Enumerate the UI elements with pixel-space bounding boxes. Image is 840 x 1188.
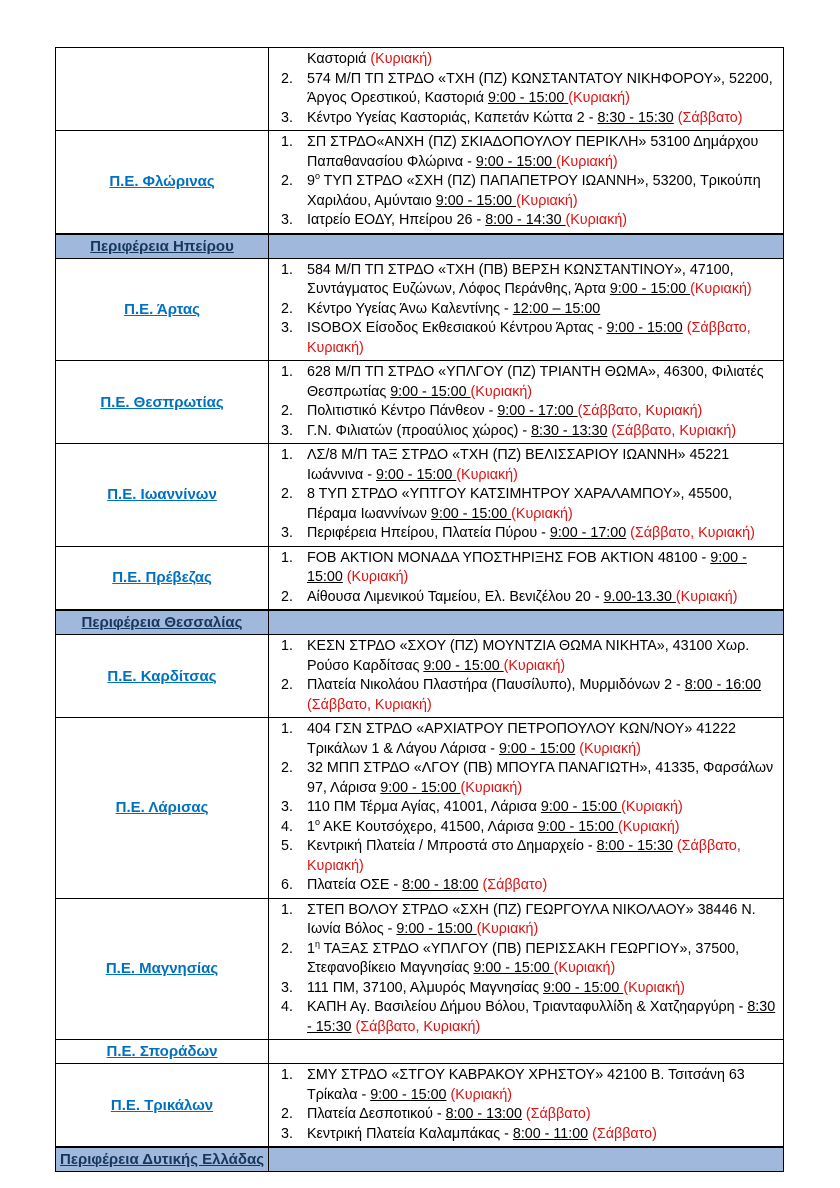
item-number: 1. <box>281 364 293 380</box>
region-row <box>56 1064 783 1147</box>
locations-cell <box>269 361 783 443</box>
location-text: Κέντρο Υγείας Άνω Καλεντίνης - <box>307 300 513 317</box>
location-item <box>281 637 777 676</box>
time-range: 9:00 - 15:00 <box>537 818 618 835</box>
region-header-label: Περιφέρεια Ηπείρου <box>90 237 234 255</box>
location-text: 628 Μ/Π ΤΠ ΣΤΡΔΟ «ΥΠΛΓΟΥ (ΠΖ) ΤΡΙΑΝΤΗ ΘΩΜΑ», 46300, Φιλιατές Θεσπρωτίας <box>307 364 764 400</box>
time-range: 9:00 - 15:00 <box>488 90 569 106</box>
location-item <box>281 759 777 798</box>
region-header-spacer-cell <box>269 1148 783 1171</box>
region-row <box>56 259 783 362</box>
location-text: 9 <box>307 173 315 189</box>
day-label: (Σάββατο, Κυριακή) <box>577 403 703 419</box>
location-item <box>281 261 777 300</box>
location-item <box>281 876 777 896</box>
region-row <box>56 899 783 1041</box>
day-label: (Κυριακή) <box>675 588 738 605</box>
item-number: 2. <box>281 588 293 605</box>
day-label: (Κυριακή) <box>623 979 685 996</box>
item-number: 3. <box>281 109 293 126</box>
location-text: ΚΑΠΗ Αγ. Βασιλείου Δήμου Βόλου, Τριανταφυλλίδη & Χατζηαργύρη - <box>307 999 748 1015</box>
time-range: 8:00 - 13:00 <box>445 1106 522 1122</box>
item-number: 3. <box>281 1125 293 1142</box>
item-number: 1. <box>281 901 293 918</box>
item-number: 1. <box>281 261 293 278</box>
time-range: 8:00 - 18:00 <box>402 877 479 893</box>
location-text: 1 <box>307 940 315 957</box>
location-text: ΛΣ/8 Μ/Π ΤΑΞ ΣΤΡΔΟ «ΤΧΗ (ΠΖ) ΒΕΛΙΣΣΑΡΙΟΥ ΙΩΑΝΝΗ» 45221 Ιωάννινα - <box>307 447 730 483</box>
time-range: 9:00 - 15:00 <box>423 657 504 674</box>
item-number: 2. <box>281 70 293 87</box>
item-text <box>307 901 777 940</box>
location-text: 1 <box>307 818 315 835</box>
day-label: (Κυριακή) <box>556 153 618 170</box>
item-number: 4. <box>281 818 293 835</box>
location-item <box>281 172 777 211</box>
location-item <box>281 70 777 109</box>
region-header-spacer-cell <box>269 611 783 634</box>
location-item <box>281 211 777 231</box>
locations-cell <box>269 547 783 610</box>
location-text: ΑΚΕ Κουτσόχερο, 41500, Λάρισα <box>319 818 538 835</box>
location-text: Γ.Ν. Φιλιατών (προαύλιος χώρος) - <box>307 422 532 439</box>
location-item <box>281 998 777 1037</box>
location-item <box>281 549 777 588</box>
time-range: 9:00 - 15:00 <box>370 1086 447 1103</box>
location-item <box>281 300 777 320</box>
day-label: (Κυριακή) <box>470 383 533 400</box>
region-label-cell <box>56 899 269 1040</box>
day-label: (Κυριακή) <box>553 960 616 976</box>
time-range: 12:00 – 15:00 <box>512 300 601 317</box>
day-label: (Κυριακή) <box>516 192 578 209</box>
day-label: (Κυριακή) <box>621 799 683 815</box>
location-item <box>281 363 777 402</box>
item-text <box>307 837 777 876</box>
item-number: 2. <box>281 940 293 957</box>
day-label: (Σάββατο) <box>525 1106 591 1122</box>
location-text: 8 ΤΥΠ ΣΤΡΔΟ «ΥΠΤΓΟΥ ΚΑΤΣΙΜΗΤΡΟΥ ΧΑΡΑΛΑΜΠΟΥ», 45500, Πέραμα Ιωαννίνων <box>307 486 733 522</box>
region-label: Π.Ε. Σποράδων <box>106 1043 218 1060</box>
location-text: 404 ΓΣΝ ΣΤΡΔΟ «ΑΡΧΙΑΤΡΟΥ ΠΕΤΡΟΠΟΥΛΟΥ ΚΩΝ/ΝΟΥ» 41222 Τρικάλων 1 & Λάγου Λάρισα - <box>307 721 736 757</box>
location-text: ISOBOX Είσοδος Εκθεσιακού Κέντρου Άρτας - <box>307 320 607 336</box>
location-text: 111 ΠΜ, 37100, Αλμυρός Μαγνησίας <box>307 979 544 996</box>
location-text: Καστοριά <box>307 51 371 67</box>
region-header-row <box>56 234 783 259</box>
item-number <box>281 50 307 70</box>
item-text <box>307 798 777 818</box>
location-text: ΚΕΣΝ ΣΤΡΔΟ «ΣΧΟΥ (ΠΖ) ΜΟΥΝΤΖΙΑ ΘΩΜΑ ΝΙΚΗΤΑ», 43100 Χωρ. Ρούσο Καρδίτσας <box>307 638 750 674</box>
region-label: Π.Ε. Τρικάλων <box>110 1096 214 1114</box>
time-range: 8:30 - 15:30 <box>597 109 674 126</box>
locations-cell <box>269 131 783 233</box>
item-number: 2. <box>281 677 293 693</box>
ordinal-superscript: ο <box>314 171 320 182</box>
region-label: Π.Ε. Πρέβεζας <box>112 569 212 587</box>
item-text <box>307 818 777 838</box>
item-text <box>307 524 777 544</box>
item-number: 3. <box>281 525 293 541</box>
vaccination-locations-table <box>55 47 784 1172</box>
ordinal-superscript: ο <box>314 816 320 827</box>
item-number: 4. <box>281 999 293 1015</box>
location-item <box>281 720 777 759</box>
locations-cell <box>269 259 783 361</box>
ordinal-superscript: η <box>314 938 320 949</box>
location-item <box>281 798 777 818</box>
time-range: 9:00 - 15:00 <box>396 921 477 937</box>
time-range: 9:00 - 15:00 <box>473 960 554 976</box>
region-row <box>56 718 783 899</box>
item-number: 2. <box>281 760 293 776</box>
time-range: 9:00 - 17:00 <box>497 403 578 419</box>
time-range: 8:00 - 14:30 <box>485 212 566 228</box>
region-label-cell <box>56 131 269 233</box>
time-range: 9:00 - 15:00 <box>498 740 576 757</box>
item-number: 5. <box>281 838 293 854</box>
locations-cell <box>269 635 783 717</box>
location-text: Κεντρική Πλατεία / Μπροστά στο Δημαρχείο - <box>307 838 597 854</box>
location-text: Πλατεία Δεσποτικού - <box>307 1106 446 1122</box>
item-text <box>307 422 777 442</box>
region-label: Π.Ε. Λάρισας <box>115 799 209 817</box>
location-item <box>281 940 777 979</box>
region-label-cell <box>56 547 269 610</box>
time-range: 9:00 - 15:00 <box>435 192 517 209</box>
item-text <box>307 1105 777 1125</box>
item-number: 1. <box>281 447 293 463</box>
region-row <box>56 131 783 234</box>
item-number: 2. <box>281 403 293 419</box>
location-item <box>281 422 777 442</box>
region-row <box>56 1040 783 1064</box>
item-number: 3. <box>281 979 293 996</box>
item-text <box>307 549 777 588</box>
time-range: 9:00 - 15:00 <box>307 549 747 585</box>
region-header-cell <box>56 1148 269 1171</box>
region-label-cell <box>56 635 269 717</box>
day-label: (Κυριακή) <box>565 212 628 228</box>
item-text <box>307 940 777 979</box>
item-number: 3. <box>281 422 293 439</box>
day-label: (Κυριακή) <box>617 818 680 835</box>
region-header-spacer-cell <box>269 235 783 258</box>
location-item <box>281 319 777 358</box>
time-range: 9:00 - 15:00 <box>390 383 471 400</box>
item-text <box>307 319 777 358</box>
time-range: 8:30 - 13:30 <box>531 422 608 439</box>
locations-cell <box>269 444 783 546</box>
item-number: 2. <box>281 300 293 317</box>
item-number: 3. <box>281 320 293 336</box>
day-label: (Κυριακή) <box>579 740 641 757</box>
day-label: (Σάββατο) <box>677 109 743 126</box>
item-number: 1. <box>281 721 293 737</box>
time-range: 8:00 - 15:30 <box>596 838 673 854</box>
region-label-cell <box>56 718 269 898</box>
item-text <box>307 363 777 402</box>
item-text <box>307 446 777 485</box>
region-label: Π.Ε. Μαγνησίας <box>105 960 219 978</box>
item-number: 2. <box>281 1106 293 1122</box>
item-number: 1. <box>281 638 293 654</box>
item-number: 2. <box>281 486 293 502</box>
location-text: 574 Μ/Π ΤΠ ΣΤΡΔΟ «ΤΧΗ (ΠΖ) ΚΩΝΣΤΑΝΤΑΤΟΥ ΝΙΚΗΦΟΡΟΥ», 52200, Άργος Ορεστικού, Καστοριά <box>307 70 773 106</box>
day-label: (Κυριακή) <box>690 281 752 297</box>
location-text: 32 ΜΠΠ ΣΤΡΔΟ «ΛΓΟΥ (ΠΒ) ΜΠΟΥΓΑ ΠΑΝΑΓΙΩΤΗ», 41335, Φαρσάλων 97, Λάρισα <box>307 760 774 796</box>
item-number: 1. <box>281 1067 293 1083</box>
region-header-cell <box>56 611 269 634</box>
location-text: Πλατεία Νικολάου Πλαστήρα (Παυσίλυπο), Μυρμιδόνων 2 - <box>307 677 685 693</box>
region-row <box>56 635 783 718</box>
location-item <box>281 1066 777 1105</box>
day-label: (Κυριακή) <box>456 466 518 483</box>
region-label-cell <box>56 444 269 546</box>
location-text: Κεντρική Πλατεία Καλαμπάκας - <box>307 1125 513 1142</box>
region-label-cell <box>56 259 269 361</box>
time-range: 9:00 - 15:00 <box>380 779 461 796</box>
day-label: (Κυριακή) <box>370 51 432 67</box>
location-item <box>281 818 777 838</box>
time-range: 9:00 - 17:00 <box>549 525 627 541</box>
region-label: Π.Ε. Καρδίτσας <box>107 667 217 685</box>
day-label: (Κυριακή) <box>511 505 573 522</box>
time-range: 9:00 - 15:00 <box>376 466 457 483</box>
region-header-cell <box>56 235 269 258</box>
region-row <box>56 444 783 547</box>
time-range: 9:00 - 15:00 <box>540 799 622 815</box>
region-label: Π.Ε. Άρτας <box>124 300 200 318</box>
item-number: 1. <box>281 549 293 566</box>
day-label: (Σάββατο, Κυριακή) <box>630 525 755 541</box>
item-text <box>307 998 777 1037</box>
item-text <box>307 50 777 70</box>
item-text <box>307 211 777 231</box>
day-label: (Κυριακή) <box>460 779 523 796</box>
region-label-cell <box>56 1064 269 1146</box>
region-label-cell <box>56 361 269 443</box>
location-text: Αίθουσα Λιμενικού Ταμείου, Ελ. Βενιζέλου 20 - <box>307 588 604 605</box>
location-item <box>281 1125 777 1145</box>
item-number: 6. <box>281 877 293 893</box>
item-text <box>307 637 777 676</box>
location-text: ΣΜΥ ΣΤΡΔΟ «ΣΤΓΟΥ ΚΑΒΡΑΚΟΥ ΧΡΗΣΤΟΥ» 42100 Β. Τσιτσάνη 63 Τρίκαλα - <box>307 1067 745 1103</box>
region-label-cell <box>56 1040 269 1063</box>
time-range: 9:00 - 15:00 <box>475 153 557 170</box>
location-item <box>281 485 777 524</box>
locations-cell <box>269 1064 783 1146</box>
location-text: Ιατρείο ΕΟΔΥ, Ηπείρου 26 - <box>307 212 486 228</box>
day-label: (Κυριακή) <box>476 921 539 937</box>
location-item <box>281 524 777 544</box>
locations-cell <box>269 1040 783 1063</box>
region-label: Π.Ε. Ιωαννίνων <box>107 486 217 504</box>
location-item <box>281 50 777 70</box>
location-text: Πλατεία ΟΣΕ - <box>307 877 403 893</box>
region-label: Π.Ε. Θεσπρωτίας <box>100 393 224 411</box>
location-text: Πολιτιστικό Κέντρο Πάνθεον - <box>307 403 498 419</box>
time-range: 9:00 - 15:00 <box>606 320 683 336</box>
location-item <box>281 588 777 608</box>
day-label: (Σάββατο, Κυριακή) <box>307 838 741 874</box>
time-range: 8:30 - 15:30 <box>307 999 776 1035</box>
day-label: (Σάββατο, Κυριακή) <box>307 320 751 356</box>
item-text <box>307 109 777 129</box>
item-text <box>307 876 777 896</box>
item-text <box>307 1125 777 1145</box>
locations-cell <box>269 899 783 1040</box>
location-item <box>281 1105 777 1125</box>
item-text <box>307 172 777 211</box>
item-text <box>307 70 777 109</box>
region-header-row <box>56 1147 783 1171</box>
location-item <box>281 901 777 940</box>
region-header-label: Περιφέρεια Δυτικής Ελλάδας <box>60 1151 265 1168</box>
location-item <box>281 979 777 999</box>
day-label: (Σάββατο) <box>482 877 548 893</box>
region-header-row <box>56 610 783 635</box>
time-range: 9:00 - 15:00 <box>430 505 512 522</box>
region-header-label: Περιφέρεια Θεσσαλίας <box>81 614 243 631</box>
time-range: 8:00 - 11:00 <box>512 1125 589 1142</box>
item-number: 3. <box>281 799 293 815</box>
item-text <box>307 979 777 999</box>
day-label: (Σάββατο, Κυριακή) <box>611 422 737 439</box>
item-number: 1. <box>281 134 293 150</box>
day-label: (Κυριακή) <box>568 90 630 106</box>
item-text <box>307 133 777 172</box>
day-label: (Σάββατο, Κυριακή) <box>307 696 432 713</box>
location-item <box>281 133 777 172</box>
item-number: 2. <box>281 173 293 189</box>
location-text: FOB ΑΚΤΙΟΝ ΜΟΝΑΔΑ ΥΠΟΣΤΗΡΙΞΗΣ FOB ΑΚΤΙΟΝ 48100 - <box>307 549 711 566</box>
day-label: (Κυριακή) <box>503 657 566 674</box>
item-text <box>307 485 777 524</box>
location-text: ΣΠ ΣΤΡΔΟ«ΑΝΧΗ (ΠΖ) ΣΚΙΑΔΟΠΟΥΛΟΥ ΠΕΡΙΚΛΗ» 53100 Δημάρχου Παπαθανασίου Φλώρινα - <box>307 134 759 170</box>
item-text <box>307 676 777 715</box>
item-number: 3. <box>281 212 293 228</box>
location-text: Κέντρο Υγείας Καστοριάς, Καπετάν Κώττα 2 - <box>307 109 598 126</box>
locations-cell <box>269 718 783 898</box>
location-text: ΤΥΠ ΣΤΡΔΟ «ΣΧΗ (ΠΖ) ΠΑΠΑΠΕΤΡΟΥ ΙΩΑΝΝΗ», 53200, Τρικούπη Χαριλάου, Αμύνταιο <box>307 173 761 209</box>
time-range: 9:00 - 15:00 <box>609 281 691 297</box>
item-text <box>307 720 777 759</box>
location-text: 110 ΠΜ Τέρμα Αγίας, 41001, Λάρισα <box>307 799 541 815</box>
time-range: 9:00 - 15:00 <box>543 979 624 996</box>
item-text <box>307 588 777 608</box>
time-range: 9.00-13.30 <box>603 588 676 605</box>
location-item <box>281 402 777 422</box>
region-row <box>56 547 783 611</box>
item-text <box>307 759 777 798</box>
location-item <box>281 676 777 715</box>
item-text <box>307 402 777 422</box>
region-label: Π.Ε. Φλώρινας <box>109 173 215 191</box>
time-range: 8:00 - 16:00 <box>684 677 762 693</box>
location-text: Περιφέρεια Ηπείρου, Πλατεία Πύρου - <box>307 525 550 541</box>
location-item <box>281 837 777 876</box>
locations-cell <box>269 48 783 130</box>
region-row <box>56 48 783 131</box>
location-item <box>281 109 777 129</box>
location-text: ΤΑΞΑΣ ΣΤΡΔΟ «ΥΠΛΓΟΥ (ΠΒ) ΠΕΡΙΣΣΑΚΗ ΓΕΩΡΓΙΟΥ», 37500, Στεφανοβίκειο Μαγνησίας <box>307 940 740 976</box>
region-label-cell <box>56 48 269 130</box>
day-label: (Σάββατο) <box>592 1125 657 1142</box>
region-row <box>56 361 783 444</box>
location-text: 584 Μ/Π ΤΠ ΣΤΡΔΟ «ΤΧΗ (ΠΒ) ΒΕΡΣΗ ΚΩΝΣΤΑΝΤΙΝΟΥ», 47100, Συντάγματος Ευζώνων, Λόφος Περάνθης, Άρτα <box>307 261 734 297</box>
day-label: (Κυριακή) <box>450 1086 513 1103</box>
day-label: (Κυριακή) <box>346 569 409 585</box>
item-text <box>307 300 777 320</box>
location-item <box>281 446 777 485</box>
location-text: ΣΤΕΠ ΒΟΛΟΥ ΣΤΡΔΟ «ΣΧΗ (ΠΖ) ΓΕΩΡΓΟΥΛΑ ΝΙΚΟΛΑΟΥ» 38446 Ν. Ιωνία Βόλος - <box>307 901 756 937</box>
item-text <box>307 261 777 300</box>
item-text <box>307 1066 777 1105</box>
day-label: (Σάββατο, Κυριακή) <box>355 1018 481 1035</box>
